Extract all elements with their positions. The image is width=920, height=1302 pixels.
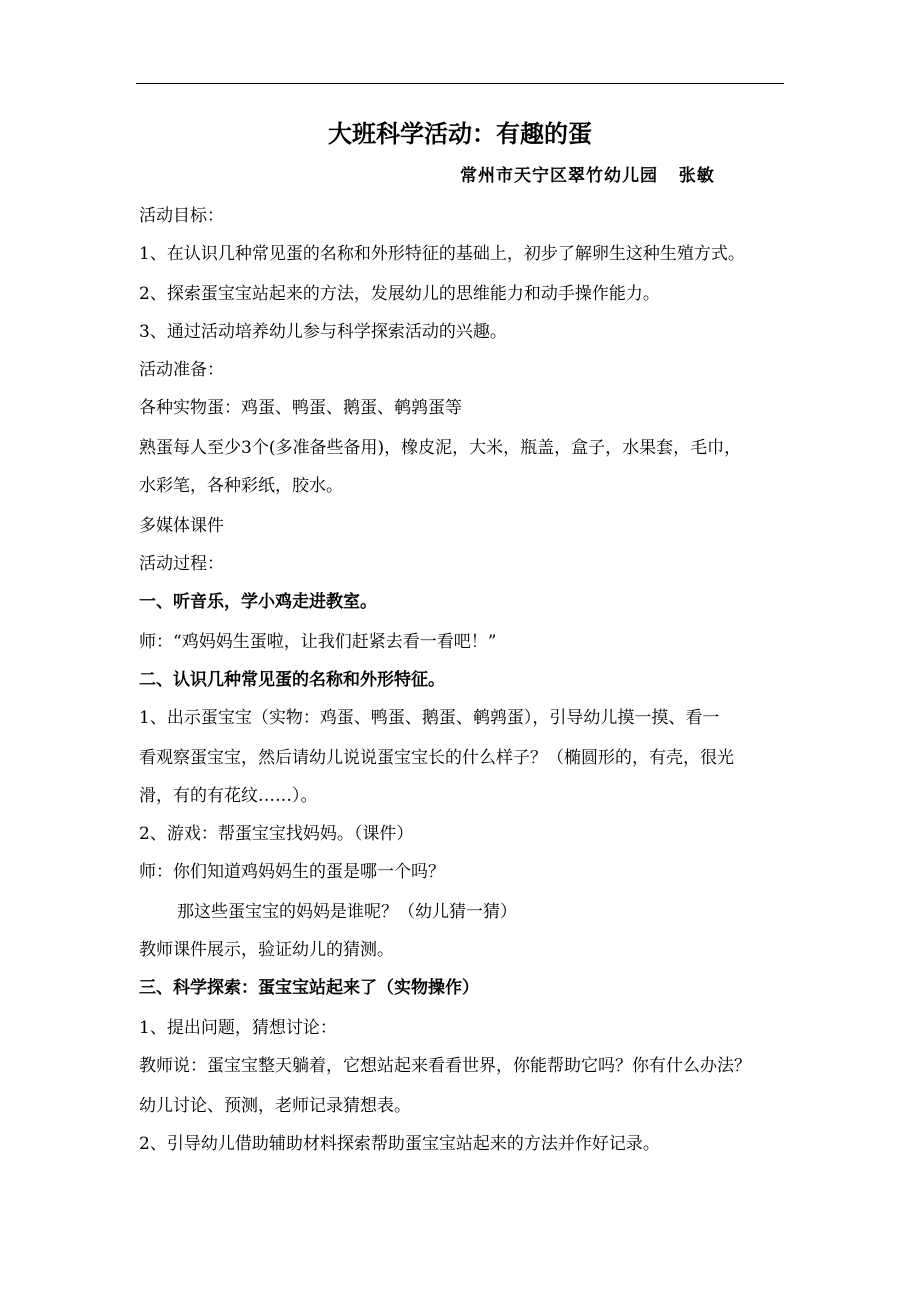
step-heading-2: 二、认识几种常见蛋的名称和外形特征。: [139, 670, 445, 690]
paragraph-line: 那这些蛋宝宝的妈妈是谁呢？（幼儿猜一猜）: [177, 902, 517, 922]
paragraph-line: 3、通过活动培养幼儿参与科学探索活动的兴趣。: [139, 322, 507, 342]
paragraph-line: 教师说：蛋宝宝整天躺着，它想站起来看看世界，你能帮助它吗？你有什么办法？: [139, 1056, 751, 1076]
paragraph-line: 水彩笔，各种彩纸，胶水。: [139, 476, 343, 496]
paragraph-line: 教师课件展示，验证幼儿的猜测。: [139, 940, 394, 960]
section-heading-preparation: 活动准备：: [139, 360, 224, 380]
paragraph-line: 师：“鸡妈妈生蛋啦，让我们赶紧去看一看吧！”: [139, 632, 497, 652]
step-heading-1: 一、听音乐，学小鸡走进教室。: [139, 592, 377, 612]
paragraph-line: 1、提出问题，猜想讨论：: [139, 1018, 337, 1038]
paragraph-line: 熟蛋每人至少3个(多准备些备用)，橡皮泥，大米，瓶盖，盒子，水果套，毛巾，: [139, 438, 742, 458]
paragraph-line: 滑，有的有花纹……）。: [139, 786, 318, 806]
paragraph-line: 2、探索蛋宝宝站起来的方法，发展幼儿的思维能力和动手操作能力。: [139, 284, 660, 304]
paragraph-line: 1、在认识几种常见蛋的名称和外形特征的基础上，初步了解卵生这种生殖方式。: [139, 244, 745, 264]
author-line: 常州市天宁区翠竹幼儿园 张敏: [460, 166, 715, 186]
paragraph-line: 师：你们知道鸡妈妈生的蛋是哪一个吗？: [139, 862, 445, 882]
paragraph-line: 2、游戏：帮蛋宝宝找妈妈。（课件）: [139, 824, 414, 844]
paragraph-line: 幼儿讨论、预测，老师记录猜想表。: [139, 1096, 411, 1116]
paragraph-line: 1、出示蛋宝宝（实物：鸡蛋、鸭蛋、鹅蛋、鹌鹑蛋），引导幼儿摸一摸、看一: [139, 708, 720, 728]
document-title: 大班科学活动：有趣的蛋: [328, 120, 592, 148]
header-rule: [136, 83, 784, 84]
step-heading-3: 三、科学探索：蛋宝宝站起来了（实物操作）: [139, 978, 479, 998]
paragraph-line: 各种实物蛋：鸡蛋、鸭蛋、鹅蛋、鹌鹑蛋等: [139, 398, 462, 418]
section-heading-goals: 活动目标：: [139, 206, 224, 226]
section-heading-process: 活动过程：: [139, 554, 224, 574]
paragraph-line: 2、引导幼儿借助辅助材料探索帮助蛋宝宝站起来的方法并作好记录。: [139, 1134, 660, 1154]
paragraph-line: 看观察蛋宝宝，然后请幼儿说说蛋宝宝长的什么样子？（椭圆形的，有壳，很光: [139, 748, 734, 768]
paragraph-line: 多媒体课件: [139, 516, 224, 536]
